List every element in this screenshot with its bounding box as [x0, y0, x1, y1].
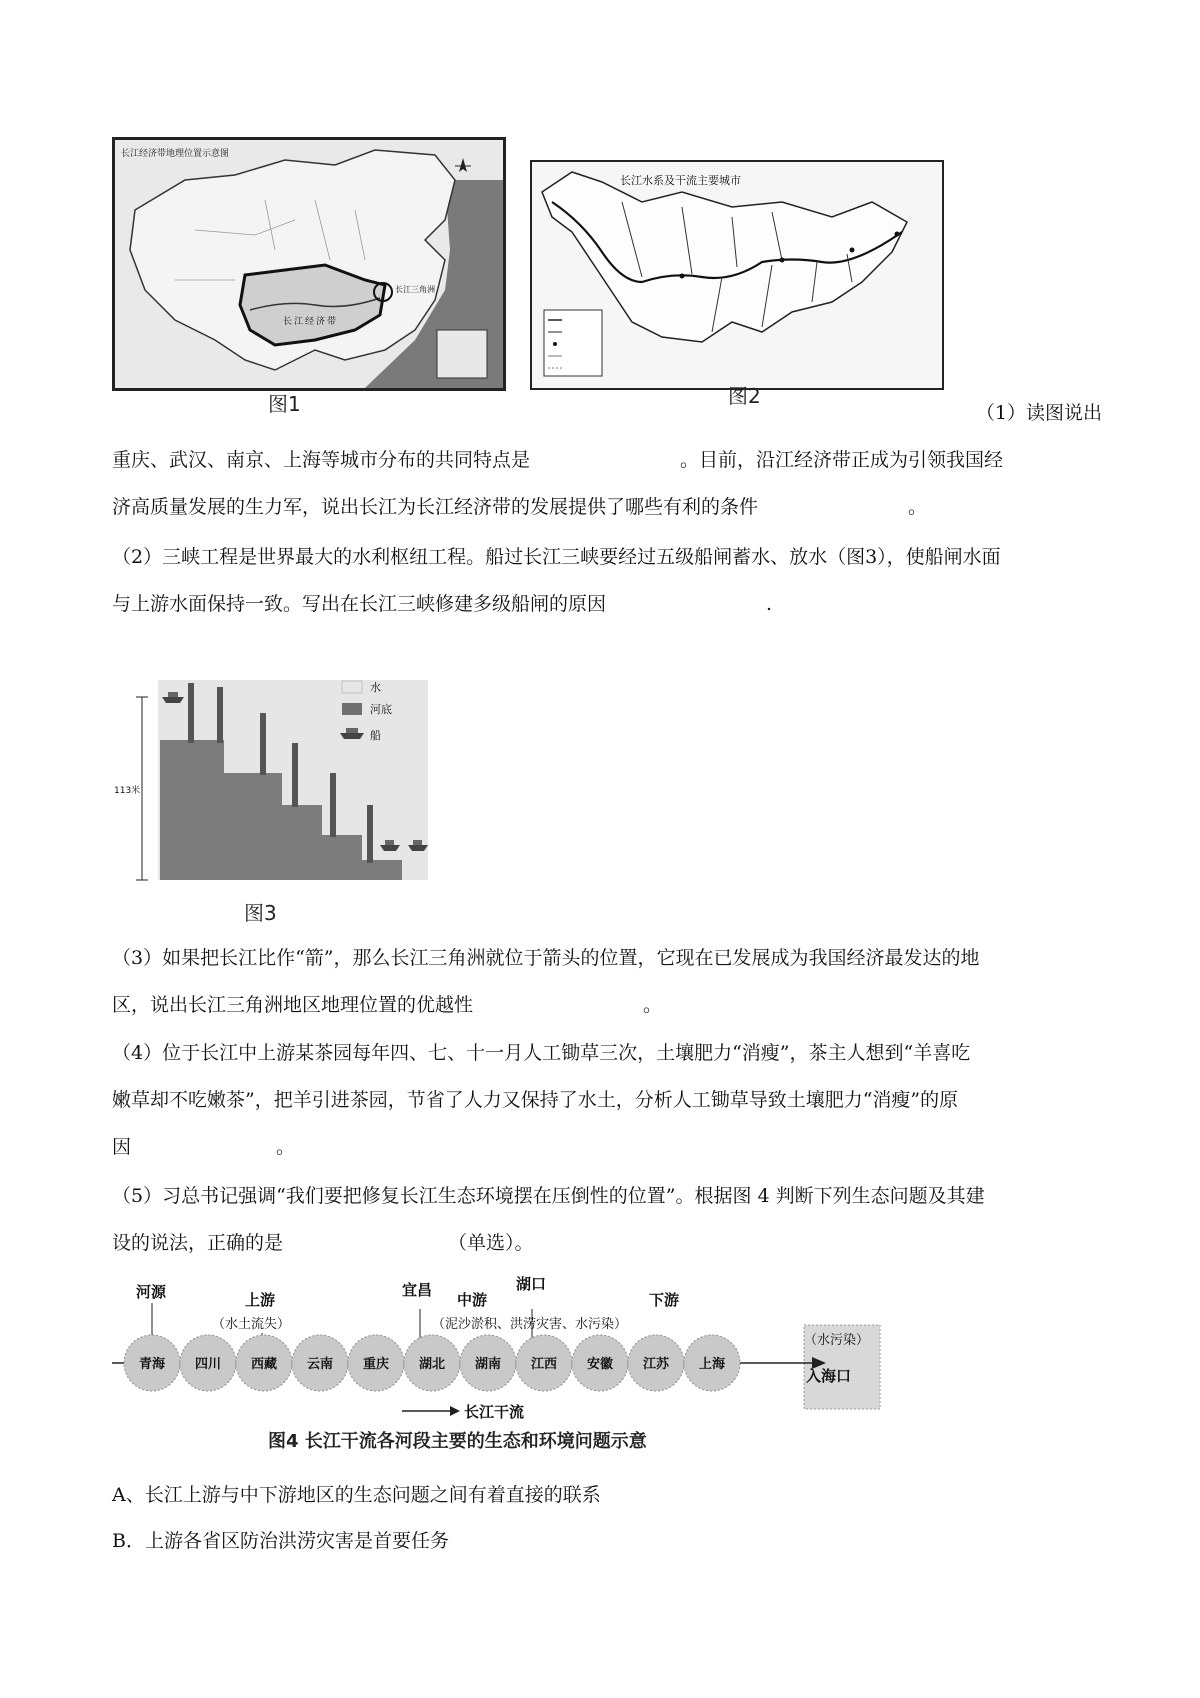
question-1-text-a: 重庆、武汉、南京、上海等城市分布的共同特点是 [112, 449, 531, 471]
header-yichang: 宜昌 [402, 1281, 433, 1299]
legend-label-ship: 船 [370, 729, 381, 742]
question-2 [112, 534, 1102, 628]
province-label: 湖南 [474, 1357, 502, 1372]
province-label: 青海 [138, 1357, 166, 1372]
question-5-line-2 [112, 1220, 1102, 1267]
lock-wall [330, 773, 336, 837]
figure-2-title: 长江水系及干流主要城市 [620, 174, 741, 187]
header-upper-issue: （水土流失） [212, 1317, 291, 1332]
header-middle: 中游 [457, 1291, 488, 1309]
question-5-line-1: （5）习总书记强调“我们要把修复长江生态环境摆在压倒性的位置”。根据图 4 判断下列生态问题及其建 [112, 1185, 985, 1207]
figure-1-map [112, 137, 506, 391]
yangtze-basin-drawing [532, 162, 942, 388]
legend-label-riverbed: 河底 [370, 703, 392, 716]
outlet-issue: （水污染） [804, 1333, 870, 1348]
question-4-line-1: （4）位于长江中上游某茶园每年四、七、十一月人工锄草三次，土壤肥力“消瘦”，茶主人想到“羊喜吃 [112, 1042, 971, 1064]
question-4-line-2: 嫩草却不吃嫩茶”，把羊引进茶园，节省了人力又保持了水土，分析人工锄草导致土壤肥力“消瘦”的原 [112, 1089, 959, 1111]
question-1-text-d: 。 [908, 496, 928, 518]
figure-4-caption: 图4 长江干流各河段主要的生态和环境问题示意 [268, 1431, 647, 1452]
question-4-line-3 [112, 1124, 1102, 1171]
question-1-line-3 [112, 484, 1102, 531]
china-map-drawing [115, 140, 503, 388]
question-1-line-1: （1）读图说出 [975, 402, 1102, 424]
question-1-line-2 [112, 437, 1102, 484]
figure-1-delta-label: 长江三角洲 [395, 285, 435, 294]
lock-wall [367, 805, 373, 863]
question-3-line-1: （3）如果把长江比作“箭”，那么长江三角洲就位于箭头的位置，它现在已发展成为我国经济最发达的地 [112, 947, 980, 969]
flow-arrow-icon [450, 1406, 460, 1416]
option-b[interactable]: B．上游各省区防治洪涝灾害是首要任务 [112, 1530, 449, 1552]
question-3-text-b: 。 [643, 994, 663, 1016]
question-3-text-a: 区，说出长江三角洲地区地理位置的优越性 [112, 994, 474, 1016]
question-2-text-a: 与上游水面保持一致。写出在长江三峡修建多级船闸的原因 [112, 593, 607, 615]
question-4-text-b: 。 [276, 1136, 296, 1158]
header-hukou: 湖口 [516, 1275, 547, 1293]
flow-label: 长江干流 [464, 1403, 525, 1421]
province-label: 四川 [194, 1357, 222, 1372]
question-2-line-2 [112, 581, 1102, 628]
question-3 [112, 935, 1102, 1029]
province-label: 上海 [698, 1357, 726, 1372]
question-5-text-b: （单选）。 [448, 1232, 534, 1254]
figure-2-map [530, 160, 944, 390]
water-swatch [342, 681, 362, 693]
province-label: 云南 [306, 1357, 334, 1372]
province-label: 湖北 [418, 1357, 446, 1372]
province-label: 安徽 [586, 1357, 614, 1372]
header-lower: 下游 [649, 1291, 680, 1309]
ship-lock-drawing [112, 655, 452, 905]
ship-icon [340, 733, 364, 739]
options [112, 1472, 1102, 1564]
lock-wall [260, 713, 266, 775]
outlet-label: 入海口 [806, 1367, 852, 1385]
legend-label-water: 水 [370, 681, 381, 694]
lock-wall [217, 687, 223, 743]
question-1 [112, 390, 1102, 531]
question-1-text-c: 济高质量发展的生力军，说出长江为长江经济带的发展提供了哪些有利的条件 [112, 496, 759, 518]
figure-1-caption: 图1 [268, 392, 301, 416]
lock-wall [188, 683, 194, 743]
question-5 [112, 1173, 1102, 1267]
figure-3-height-label: 113米 [114, 783, 140, 796]
header-middle-issue: （泥沙淤积、洪涝灾害、水污染） [432, 1317, 628, 1332]
lock-wall [292, 743, 298, 807]
question-1-text-b: 。目前，沿江经济带正成为引领我国经 [680, 449, 1004, 471]
riverbed-swatch [342, 703, 362, 715]
figure-3-diagram [112, 655, 452, 905]
figure-2-caption: 图2 [728, 384, 761, 408]
figure-1-title: 长江经济带地理位置示意图 [121, 149, 230, 159]
question-5-text-a: 设的说法，正确的是 [112, 1232, 284, 1254]
province-label: 重庆 [362, 1357, 390, 1372]
question-4-text-a: 因 [112, 1136, 132, 1158]
header-upper: 上游 [245, 1291, 276, 1309]
question-2-text-b: . [766, 593, 773, 615]
question-3-line-2 [112, 982, 1102, 1029]
figure-1-belt-label: 长江经济带 [283, 317, 339, 327]
province-label: 西藏 [250, 1357, 278, 1372]
figure-3-caption: 图3 [244, 901, 277, 925]
header-source: 河源 [136, 1283, 167, 1301]
question-4 [112, 1030, 1102, 1171]
province-label: 江西 [530, 1357, 558, 1372]
option-a[interactable]: A、长江上游与中下游地区的生态问题之间有着直接的联系 [112, 1484, 601, 1506]
figure-4-diagram [112, 1273, 882, 1423]
province-label: 江苏 [642, 1357, 670, 1372]
question-2-line-1: （2）三峡工程是世界最大的水利枢纽工程。船过长江三峡要经过五级船闸蓄水、放水（图3），使船闸水面 [112, 546, 1001, 568]
